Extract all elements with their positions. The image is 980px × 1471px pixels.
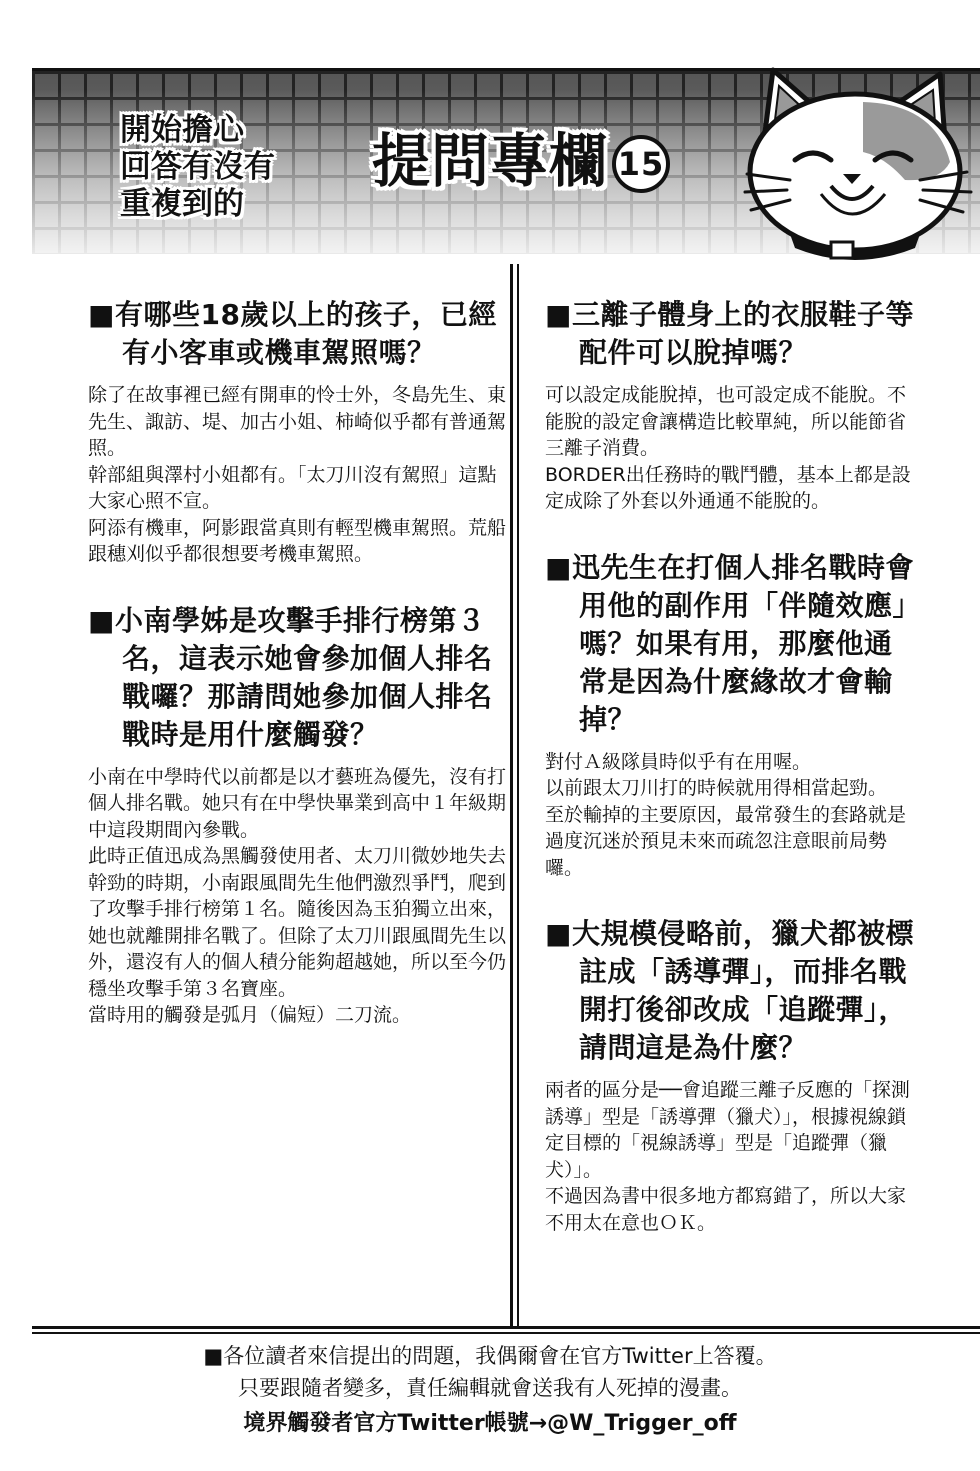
left-column xyxy=(88,296,508,1063)
cat-mascot-illustration xyxy=(735,62,980,262)
column-divider xyxy=(510,264,513,1326)
column-number-badge: 15 xyxy=(612,135,670,193)
question-heading: ■三離子體身上的衣服鞋子等配件可以脫掉嗎？ xyxy=(545,298,914,369)
footer-line: 只要跟隨者變多，責任編輯就會送我有人死掉的漫畫。 xyxy=(238,1376,742,1400)
subtitle-line: 開始擔心 xyxy=(120,112,244,148)
qa-section xyxy=(545,296,917,515)
footer-notes xyxy=(0,1340,980,1440)
column-title-text: 提問專欄 xyxy=(372,127,609,195)
qa-section xyxy=(545,549,917,882)
qa-section xyxy=(545,915,917,1236)
subtitle-line: 回答有沒有 xyxy=(120,149,275,185)
question-heading: ■有哪些18歲以上的孩子，已經有小客車或機車駕照嗎？ xyxy=(88,298,497,369)
answer-text: 兩者的區分是──會追蹤三離子反應的「探測誘導」型是「誘導彈（獵犬）」，根據視線鎖定目標的「視線誘導」型是「追蹤彈（獵犬）」。 不過因為書中很多地方都寫錯了，所以大家不用太在意也ＯＫ。 xyxy=(545,1079,910,1234)
answer-text: 可以設定成能脫掉，也可設定成不能脫。不能脫的設定會讓構造比較單純，所以能節省三離子消費。 BORDER出任務時的戰鬥體，基本上都是設定成除了外套以外通通不能脫的。 xyxy=(545,384,911,512)
footer-divider xyxy=(32,1332,980,1334)
answer-text: 小南在中學時代以前都是以才藝班為優先，沒有打個人排名戰。她只有在中學快畢業到高中１年級期中這段期間內參戰。 此時正值迅成為黑觸發使用者、太刀川微妙地失去幹勁的時期，小南跟風間先生他們激烈爭鬥，爬到了攻擊手排行榜第１名。隨後因為玉狛獨立出來，她也就離開排名戰了。但除了太刀川跟風間先生以外，還沒有人的個人積分能夠超越她，所以至今仍穩坐攻擊手第３名寶座。 當時用的觸發是弧月（偏短）二刀流。 xyxy=(88,765,507,1026)
question-heading: ■小南學姊是攻擊手排行榜第３名，這表示她會參加個人排名戰囉？那請問她參加個人排名戰時是用什麼觸發？ xyxy=(88,603,493,751)
question-heading: ■迅先生在打個人排名戰時會用他的副作用「伴隨效應」嗎？如果有用，那麼他通常是因為什麼緣故才會輸掉？ xyxy=(545,550,914,736)
answer-text: 對付Ａ級隊員時似乎有在用喔。 以前跟太刀川打的時候就用得相當起勁。 至於輸掉的主要原因，最常發生的套路就是過度沉迷於預見未來而疏忽注意眼前局勢囉。 xyxy=(545,750,907,879)
qa-section xyxy=(88,296,508,568)
qa-section xyxy=(88,602,508,1029)
question-heading: ■大規模侵略前，獵犬都被標註成「誘導彈」，而排名戰開打後卻改成「追蹤彈」，請問這是為什麼？ xyxy=(545,917,914,1064)
right-column xyxy=(545,296,917,1270)
column-title xyxy=(372,128,670,194)
column-divider xyxy=(517,264,519,1326)
footer-divider xyxy=(32,1326,980,1329)
column-subtitle xyxy=(120,112,275,223)
footer-line: ■各位讀者來信提出的問題，我偶爾會在官方Twitter上答覆。 xyxy=(203,1344,777,1368)
footer-twitter-account: 境界觸發者官方Twitter帳號→@W_Trigger_off xyxy=(243,1411,737,1436)
answer-text: 除了在故事裡已經有開車的怜士外，冬島先生、東先生、諏訪、堤、加古小姐、柿崎似乎都有普通駕照。 幹部組與澤村小姐都有。「太刀川沒有駕照」這點大家心照不宣。 阿添有機車，阿影跟當真則有輕型機車駕照。荒船跟穗刈似乎都很想要考機車駕照。 xyxy=(88,384,507,565)
subtitle-line: 重複到的 xyxy=(120,186,244,222)
